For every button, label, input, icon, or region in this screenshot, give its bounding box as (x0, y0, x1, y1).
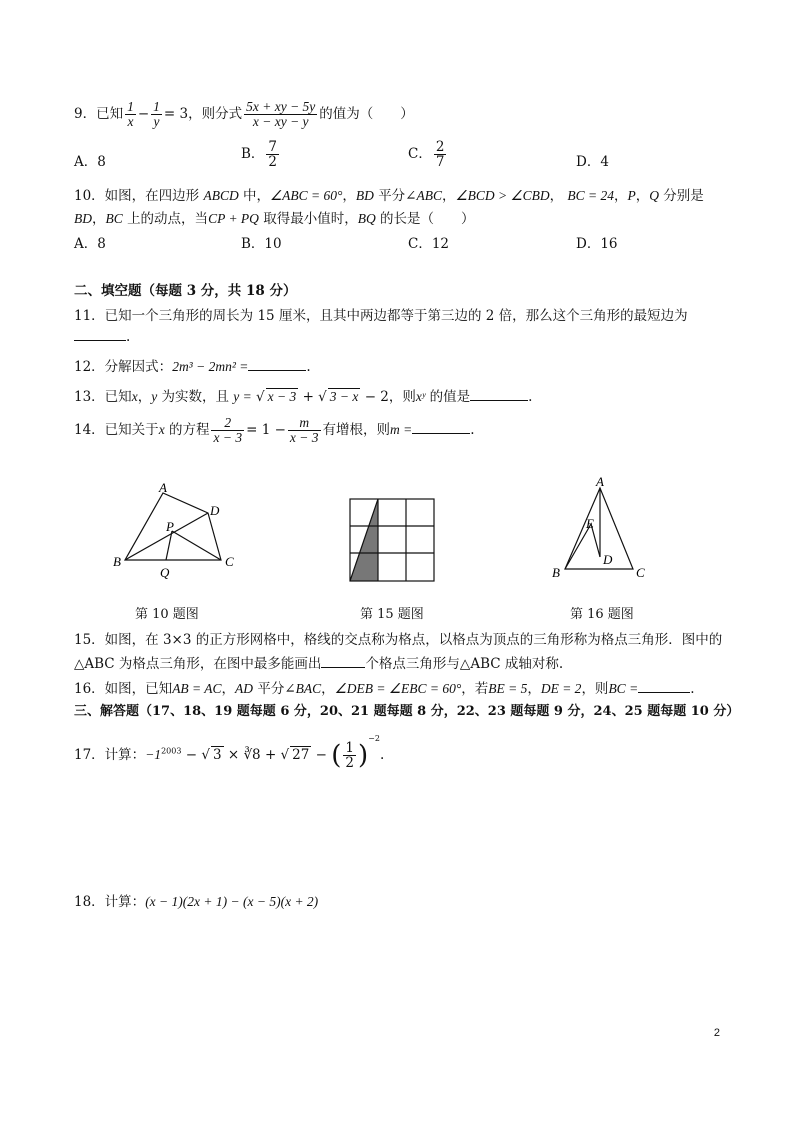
q9-frac1: $\frac{1}{x}$ (127, 99, 134, 130)
fig10-label-d: D (210, 503, 220, 518)
fig15-caption: 第 15 题图 (360, 607, 424, 622)
q9-minus: − (137, 106, 150, 123)
q10-option-a: A．8 (74, 236, 106, 252)
fig16-label-e: E (586, 516, 594, 531)
figure-10 (105, 478, 245, 584)
q10-option-d: D．16 (576, 236, 618, 252)
q9-prefix: 9．已知 (74, 106, 124, 123)
question-12: 12．分解因式：2m³ − 2mn² = . (74, 359, 311, 375)
fig16-label-b: B (552, 565, 560, 580)
q10-option-c: C．12 (408, 236, 450, 252)
fig10-label-b: B (113, 554, 121, 569)
q9-option-a: A．8 (74, 154, 106, 170)
q9-option-c: C． $\frac{2}{7}$ (408, 139, 445, 171)
question-16: 16．如图，已知AB = AC，AD 平分∠BAC，∠DEB = ∠EBC = 60°，若BE = 5，DE = 2，则BC = . (74, 681, 695, 697)
question-11: 11．已知一个三角形的周长为 15 厘米，且其中两边都等于第三边的 2 倍，那么这个三角形的最短边为 (74, 308, 688, 324)
q9-mid: ，则分式 (188, 106, 243, 123)
q9-option-d: D．4 (576, 154, 609, 170)
q12-answer-blank[interactable] (248, 358, 306, 371)
q10-option-b: B．10 (241, 236, 282, 252)
question-13: 13．已知x，y 为实数，且 y = √ x − 3 + √ 3 − x − 2，则xʸ 的值是 . (74, 389, 533, 405)
fig16-label-a: A (596, 474, 604, 489)
fig10-label-q: Q (160, 565, 170, 580)
q9-end: 的值为（ ） (319, 106, 414, 123)
question-10-line2: BD，BC 上的动点，当CP + PQ 取得最小值时，BQ 的长是（ ） (74, 211, 475, 227)
figure-15 (348, 497, 436, 585)
fig10-label-c: C (225, 554, 234, 569)
fig16-label-d: D (603, 552, 613, 567)
fig16-label-c: C (636, 565, 645, 580)
section-2-heading: 二、填空题（每题 3 分，共 18 分） (74, 283, 297, 299)
question-15-line2: △ABC 为格点三角形，在图中最多能画出 个格点三角形与△ABC 成轴对称. (74, 656, 564, 672)
question-15-line1: 15．如图，在 3×3 的正方形网格中，格线的交点称为格点，以格点为顶点的三角形称为格点三角形．图中的 (74, 632, 723, 648)
question-18: 18．计算：(x − 1)(2x + 1) − (x − 5)(x + 2) (74, 894, 319, 910)
section-3-heading: 三、解答题（17、18、19 题每题 6 分，20、21 题每题 8 分，22、23 题每题 9 分，24、25 题每题 10 分） (74, 704, 740, 719)
q16-answer-blank[interactable] (638, 680, 690, 693)
page-number: 2 (713, 1027, 720, 1039)
question-14: 14．已知关于x 的方程 $\frac{2}{x - 3}$ = 1 − $\frac{m}{x - 3}$ 有增根，则m = . (74, 415, 475, 446)
q9-option-b: B． $\frac{7}{2}$ (241, 139, 278, 171)
q9-frac2: $\frac{1}{y}$ (153, 99, 160, 130)
question-10-line1: 10．如图，在四边形 ABCD 中，∠ABC = 60°，BD 平分∠ABC，∠BCD > ∠CBD， BC = 24，P，Q 分别是 (74, 188, 704, 204)
question-9 (74, 100, 414, 129)
fig10-caption: 第 10 题图 (135, 607, 199, 622)
q11-answer-blank[interactable] (74, 328, 126, 341)
question-17: 17．计算：$-1^{2003}$ − √ 3 × ∛8 + √ 27 − ( $\frac{1}{2}$ )$^{-2}$. (74, 734, 385, 771)
q9-eq: = 3 (163, 106, 189, 123)
fig10-label-p: P (166, 519, 174, 534)
fig16-caption: 第 16 题图 (570, 607, 634, 622)
q15-answer-blank[interactable] (321, 655, 365, 668)
q14-answer-blank[interactable] (412, 421, 470, 434)
question-11-blank: . (74, 328, 130, 345)
q13-answer-blank[interactable] (470, 388, 528, 401)
figure-16 (548, 474, 653, 582)
fig10-label-a: A (159, 480, 167, 495)
q9-frac3: $\frac{5x + xy - 5y}{x - xy - y}$ (246, 99, 316, 130)
